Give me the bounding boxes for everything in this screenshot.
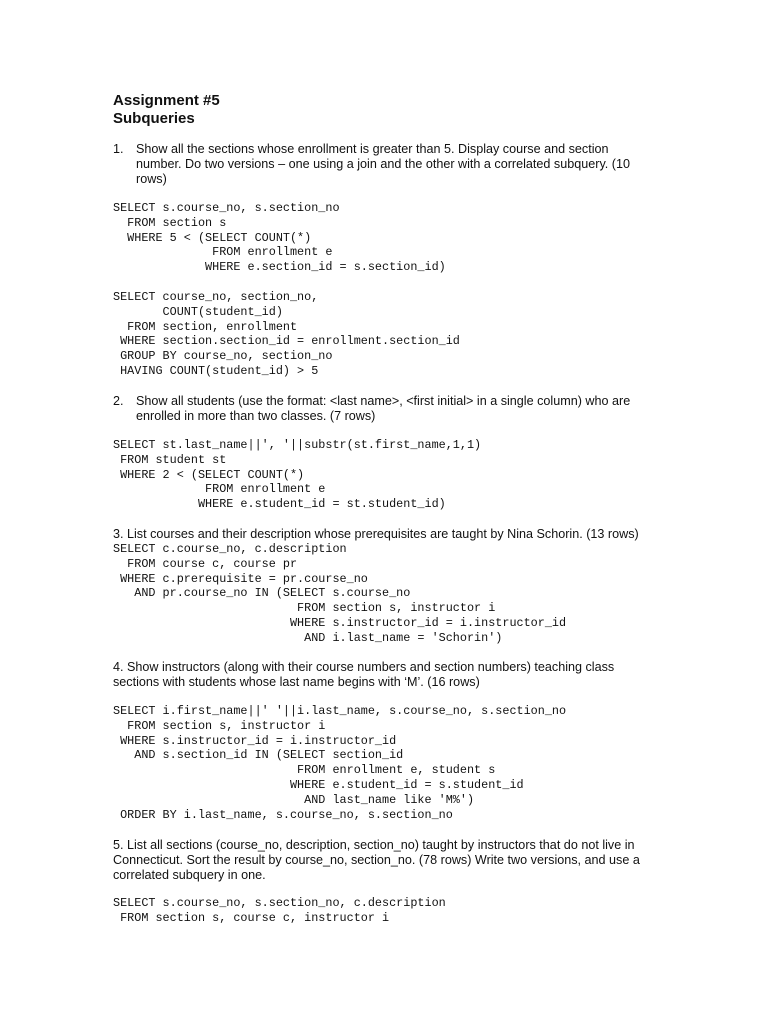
question-3 bbox=[113, 527, 653, 542]
page-subtitle: Subqueries bbox=[113, 110, 195, 127]
question-5 bbox=[113, 838, 658, 882]
question-1-code-b: SELECT course_no, section_no, COUNT(student_id) FROM section, enrollment WHERE section.section_id = enrollment.section_id GROUP BY course_no, section_no HAVING COUNT(student_id) > 5 bbox=[113, 290, 460, 378]
question-5-code: SELECT s.course_no, s.section_no, c.description FROM section s, course c, instructor i bbox=[113, 896, 446, 925]
question-5-text: 5. List all sections (course_no, description, section_no) taught by instructors that do not live in Connecticut. Sort the result by course_no, section_no. (78 rows) Write two versions, and use a correlated subquery in one. bbox=[113, 838, 640, 882]
question-1-number: 1. bbox=[113, 142, 124, 156]
question-3-text: 3. List courses and their description whose prerequisites are taught by Nina Schorin. (13 rows) bbox=[113, 527, 639, 541]
question-2-text: Show all students (use the format: <last name>, <first initial> in a single column) who are enrolled in more than two classes. (7 rows) bbox=[136, 394, 631, 423]
question-1-code-a: SELECT s.course_no, s.section_no FROM section s WHERE 5 < (SELECT COUNT(*) FROM enrollment e WHERE e.section_id = s.section_id) bbox=[113, 201, 446, 275]
question-1-text: Show all the sections whose enrollment is greater than 5. Display course and section number. Do two versions – one using a join and the other with a correlated subquery. (10 rows) bbox=[136, 142, 631, 186]
title-block bbox=[113, 92, 220, 128]
question-2-code: SELECT st.last_name||', '||substr(st.first_name,1,1) FROM student st WHERE 2 < (SELECT COUNT(*) FROM enrollment e WHERE e.student_id = st.student_id) bbox=[113, 438, 482, 512]
page-title: Assignment #5 bbox=[113, 92, 220, 109]
question-2-number: 2. bbox=[113, 394, 124, 408]
question-4 bbox=[113, 660, 633, 690]
question-4-code: SELECT i.first_name||' '||i.last_name, s.course_no, s.section_no FROM section s, instructor i WHERE s.instructor_id = i.instructor_id AND s.section_id IN (SELECT section_id FROM enrollment e, student s WHERE e.student_id = s.student_id AND last_name like 'M%') ORDER BY i.last_name, s.course_no, s.section_no bbox=[113, 704, 567, 822]
question-4-text: 4. Show instructors (along with their course numbers and section numbers) teaching class sections with students whose last name begins with ‘M’. (16 rows) bbox=[113, 660, 615, 689]
question-3-code: SELECT c.course_no, c.description FROM course c, course pr WHERE c.prerequisite = pr.course_no AND pr.course_no IN (SELECT s.course_no FROM section s, instructor i WHERE s.instructor_id = i.instructor_id AND i.last_name = 'Schorin') bbox=[113, 542, 567, 645]
